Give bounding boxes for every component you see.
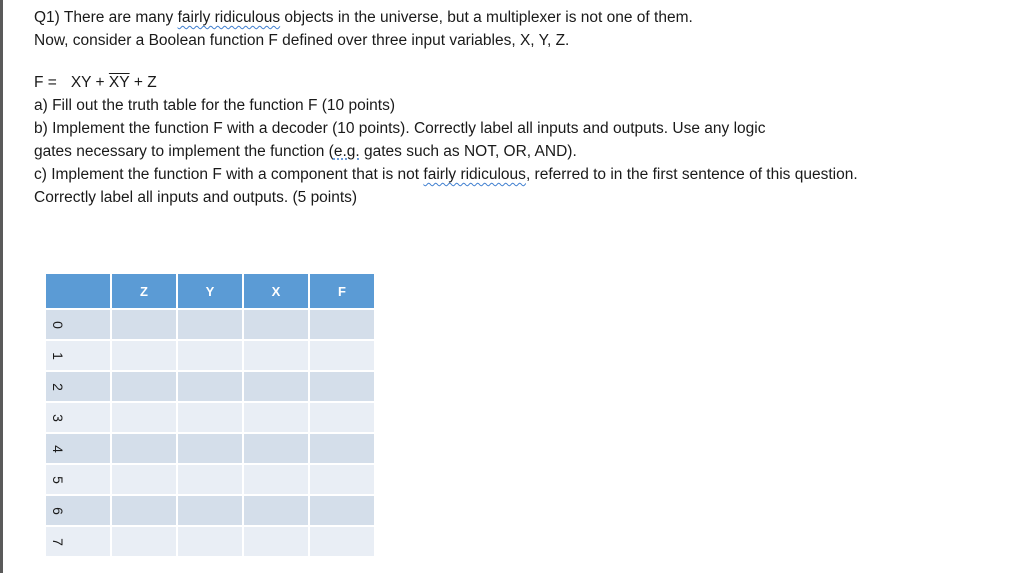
spellcheck-term-2: fairly ridiculous	[423, 166, 526, 183]
cell-y[interactable]	[178, 434, 242, 463]
table-row	[46, 403, 374, 432]
table-row	[46, 434, 374, 463]
question-line-2: Now, consider a Boolean function F defined over three input variables, X, Y, Z.	[34, 32, 570, 49]
cell-f[interactable]	[310, 372, 374, 401]
table-row	[46, 527, 374, 556]
question-line-1	[34, 6, 1014, 29]
cell-f[interactable]	[310, 465, 374, 494]
question-line-1-pre: Q1) There are many	[34, 9, 178, 26]
part-c-line-1-pre: c) Implement the function F with a component that is not	[34, 166, 424, 183]
cell-z[interactable]	[112, 310, 176, 339]
truth-table-header-row	[46, 274, 374, 308]
cell-f[interactable]	[310, 310, 374, 339]
cell-x[interactable]	[244, 496, 308, 525]
cell-z[interactable]	[112, 465, 176, 494]
row-label: 2	[46, 372, 110, 401]
table-row	[46, 496, 374, 525]
part-c-line-1-post: , referred to in the first sentence of this question.	[525, 166, 858, 183]
row-label: 0	[46, 310, 110, 339]
table-row	[46, 372, 374, 401]
part-c-line-2: Correctly label all inputs and outputs. (5 points)	[34, 189, 358, 206]
cell-x[interactable]	[244, 465, 308, 494]
cell-x[interactable]	[244, 434, 308, 463]
cell-y[interactable]	[178, 403, 242, 432]
cell-y[interactable]	[178, 310, 242, 339]
function-formula	[34, 71, 1014, 94]
cell-f[interactable]	[310, 341, 374, 370]
cell-y[interactable]	[178, 372, 242, 401]
part-c-line-1	[34, 163, 1014, 186]
formula-lhs: F =	[34, 74, 57, 91]
header-y: Y	[178, 274, 242, 308]
truth-table	[44, 272, 376, 558]
cell-f[interactable]	[310, 403, 374, 432]
question-document	[34, 6, 1014, 209]
row-label: 1	[46, 341, 110, 370]
header-x: X	[244, 274, 308, 308]
spellcheck-eg: e.g.	[333, 143, 360, 160]
cell-x[interactable]	[244, 341, 308, 370]
spellcheck-term: fairly ridiculous	[177, 9, 281, 26]
part-b-line-2-pre: gates necessary to implement the function (	[34, 143, 334, 160]
header-f: F	[310, 274, 374, 308]
row-label: 5	[46, 465, 110, 494]
cell-y[interactable]	[178, 341, 242, 370]
table-row	[46, 465, 374, 494]
header-z: Z	[112, 274, 176, 308]
cell-z[interactable]	[112, 372, 176, 401]
part-b-line-2	[34, 140, 1014, 163]
formula-term-1: XY +	[70, 74, 105, 91]
cell-x[interactable]	[244, 310, 308, 339]
cell-f[interactable]	[310, 434, 374, 463]
formula-term-3: + Z	[133, 74, 157, 91]
cell-z[interactable]	[112, 341, 176, 370]
row-label: 7	[46, 527, 110, 556]
cell-y[interactable]	[178, 465, 242, 494]
header-index	[46, 274, 110, 308]
cell-z[interactable]	[112, 496, 176, 525]
row-label: 4	[46, 434, 110, 463]
formula-term-2: $\overline{XY}$	[108, 74, 130, 91]
cell-z[interactable]	[112, 527, 176, 556]
cell-f[interactable]	[310, 496, 374, 525]
left-border	[0, 0, 3, 573]
question-line-1-post: objects in the universe, but a multiplexer is not one of them.	[280, 9, 693, 26]
cell-y[interactable]	[178, 527, 242, 556]
cell-z[interactable]	[112, 434, 176, 463]
cell-f[interactable]	[310, 527, 374, 556]
part-b-line-2-post: gates such as NOT, OR, AND).	[359, 143, 577, 160]
table-row	[46, 341, 374, 370]
part-b-line-1: b) Implement the function F with a decoder (10 points). Correctly label all inputs and outputs. Use any logic	[34, 120, 766, 137]
cell-z[interactable]	[112, 403, 176, 432]
row-label: 6	[46, 496, 110, 525]
cell-x[interactable]	[244, 527, 308, 556]
cell-x[interactable]	[244, 403, 308, 432]
cell-x[interactable]	[244, 372, 308, 401]
cell-y[interactable]	[178, 496, 242, 525]
part-a: a) Fill out the truth table for the function F (10 points)	[34, 97, 395, 114]
row-label: 3	[46, 403, 110, 432]
table-row	[46, 310, 374, 339]
